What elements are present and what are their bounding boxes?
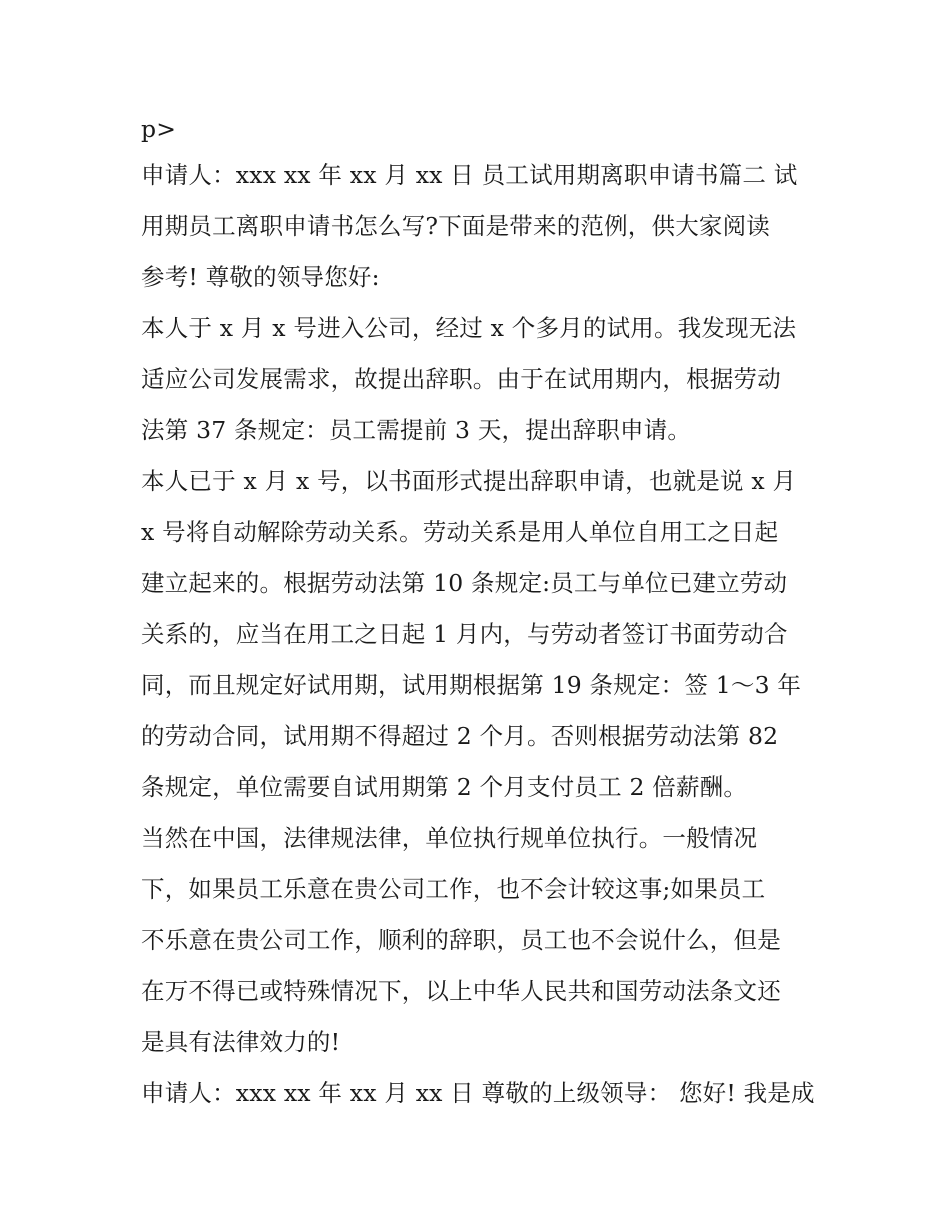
- text-line: 关系的，应当在用工之日起 1 月内，与劳动者签订书面劳动合: [141, 620, 788, 648]
- text-line: 本人已于 x 月 x 号，以书面形式提出辞职申请，也就是说 x 月: [141, 467, 797, 495]
- text-line: 法第 37 条规定：员工需提前 3 天，提出辞职申请。: [141, 416, 692, 444]
- text-line: 当然在中国，法律规法律，单位执行规单位执行。一般情况: [141, 824, 758, 852]
- text-line: 同，而且规定好试用期，试用期根据第 19 条规定：签 1～3 年: [141, 671, 802, 699]
- text-line: 不乐意在贵公司工作，顺利的辞职，员工也不会说什么，但是: [141, 926, 781, 954]
- text-line: 在万不得已或特殊情况下，以上中华人民共和国劳动法条文还: [141, 977, 781, 1005]
- text-line: 用期员工离职申请书怎么写?下面是带来的范例，供大家阅读: [141, 212, 770, 240]
- text-line: 条规定，单位需要自试用期第 2 个月支付员工 2 倍薪酬。: [141, 773, 748, 801]
- text-line: 是具有法律效力的!: [141, 1028, 341, 1056]
- text-line: 参考! 尊敬的领导您好:: [141, 263, 380, 291]
- text-line: 建立起来的。根据劳动法第 10 条规定:员工与单位已建立劳动: [141, 569, 788, 597]
- text-line: 的劳动合同，试用期不得超过 2 个月。否则根据劳动法第 82: [141, 722, 779, 750]
- text-line: 申请人：xxx xx 年 xx 月 xx 日 员工试用期离职申请书篇二 试: [141, 161, 798, 189]
- text-line: 适应公司发展需求，故提出辞职。由于在试用期内，根据劳动: [141, 365, 781, 393]
- text-line: 申请人：xxx xx 年 xx 月 xx 日 尊敬的上级领导： 您好! 我是成: [141, 1079, 815, 1107]
- text-line: 本人于 x 月 x 号进入公司，经过 x 个多月的试用。我发现无法: [141, 314, 797, 342]
- text-line: x 号将自动解除劳动关系。劳动关系是用人单位自用工之日起: [141, 518, 779, 546]
- text-line: 下，如果员工乐意在贵公司工作，也不会计较这事;如果员工: [141, 875, 766, 903]
- text-line: p>: [141, 115, 177, 143]
